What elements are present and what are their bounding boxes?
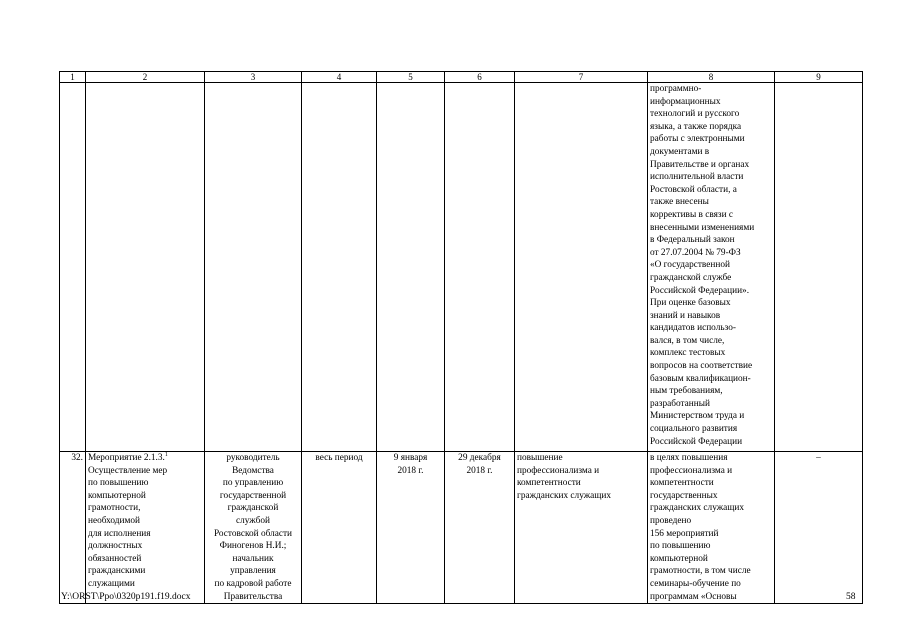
text-line: по управлению <box>222 478 284 489</box>
text-line: знаний и навыков <box>650 310 721 321</box>
text-line: компьютерной <box>650 553 708 564</box>
column-number: 3 <box>205 72 302 83</box>
text-line: гражданских служащих <box>517 490 612 501</box>
document-table <box>59 71 863 604</box>
text-line: государственных <box>650 490 718 501</box>
text-line: от 27.07.2004 № 79-ФЗ <box>650 247 741 258</box>
text-line: грамотности, <box>88 503 141 514</box>
text-line: «О государственной <box>650 260 730 271</box>
text-line: ным требованиям, <box>650 386 723 397</box>
text-line: 9 января <box>393 453 428 463</box>
text-line: необходимой <box>88 515 141 526</box>
text-line: вался, в том числе, <box>650 335 725 346</box>
text-line: работы с электронными <box>650 134 745 145</box>
text-line: разработанный <box>650 398 710 409</box>
text-line: программно- <box>650 84 702 94</box>
text-line: по повышению <box>88 478 149 489</box>
text-line: Ростовской области <box>213 528 293 539</box>
text-line: языка, а также порядка <box>650 121 742 132</box>
text-line: Мероприятие 2.1.3.$^1$ <box>88 451 168 463</box>
text-line: профессионализма и <box>517 465 600 476</box>
cell-actual-result <box>648 83 775 452</box>
text-line: начальник <box>232 553 274 564</box>
cell-period <box>302 83 377 452</box>
column-number: 7 <box>515 72 648 83</box>
text-line: для исполнения <box>88 528 151 539</box>
column-number: 5 <box>377 72 445 83</box>
cell-end <box>445 83 515 452</box>
page-number: 58 <box>846 592 856 602</box>
cell-expected-result <box>515 83 648 452</box>
cell-responsible <box>205 83 302 452</box>
text-line: служащими <box>88 578 135 589</box>
text-line: проведено <box>650 515 692 526</box>
text-line: комплекс тестовых <box>650 348 726 359</box>
cell-period: весь период <box>302 452 377 604</box>
text-line: компетентности <box>517 478 581 489</box>
text-line: гражданских служащих <box>650 503 745 514</box>
cell-start <box>377 83 445 452</box>
column-number: 9 <box>775 72 863 83</box>
cell-expected-result <box>515 452 648 604</box>
text-line: 2018 г. <box>466 465 493 476</box>
table-row-32 <box>60 452 863 604</box>
cell-event <box>86 452 205 604</box>
text-line: обязанностей <box>88 553 142 564</box>
cell-note <box>775 83 863 452</box>
text-line: повышение <box>517 453 563 463</box>
text-line: семинары-обучение по <box>650 578 741 589</box>
text-line: Ростовской области, а <box>650 184 737 195</box>
text-line: коррективы в связи с <box>650 209 733 220</box>
footnote-mark: 1 <box>164 451 168 458</box>
text-line: государственной <box>219 490 287 501</box>
text-line: по повышению <box>650 541 711 552</box>
cell-note: – <box>775 452 863 604</box>
text-line: 2018 г. <box>397 465 424 476</box>
footer-file-path: Y:\ORST\Ppo\0320p191.f19.docx <box>61 592 191 602</box>
text-line: компьютерной <box>88 490 146 501</box>
text-line: управления <box>230 566 276 577</box>
text-line: базовым квалификацион- <box>650 373 751 384</box>
column-number: 1 <box>60 72 86 83</box>
cell-event <box>86 83 205 452</box>
text-line: кандидатов использо- <box>650 323 736 334</box>
text-line: Осуществление мер <box>88 465 168 476</box>
table-row-continuation <box>60 83 863 452</box>
text-line: социального развития <box>650 424 738 435</box>
text-line: должностных <box>88 541 143 552</box>
text-line: гражданскими <box>88 566 146 577</box>
cell-responsible <box>205 452 302 604</box>
column-number: 2 <box>86 72 205 83</box>
column-number: 6 <box>445 72 515 83</box>
text-line: Правительстве и органах <box>650 159 750 170</box>
text-line: службой <box>236 515 270 526</box>
cell-num <box>60 83 86 452</box>
text-line: по кадровой работе <box>214 578 292 589</box>
text-line: вопросов на соответствие <box>650 361 753 372</box>
text-line: в Федеральный закон <box>650 235 735 246</box>
text-line: При оценке базовых <box>650 298 731 309</box>
text-line: Ведомства <box>232 465 274 476</box>
column-number: 4 <box>302 72 377 83</box>
text-line: компетентности <box>650 478 714 489</box>
text-line: Российской Федерации <box>650 436 743 447</box>
text-line: Финогенов Н.И.; <box>219 541 287 552</box>
text-line: 156 мероприятий <box>650 528 719 539</box>
cell-start <box>377 452 445 604</box>
text-line: программам «Основы <box>650 591 737 602</box>
text-line: гражданской <box>227 503 279 514</box>
text-line: документами в <box>650 146 710 157</box>
text-line: грамотности, в том числе <box>650 566 751 577</box>
text-line: внесенными изменениями <box>650 222 755 233</box>
text-line: Российской Федерации». <box>650 285 750 296</box>
text-line: Правительства <box>223 591 283 602</box>
column-number: 8 <box>648 72 775 83</box>
text-line: технологий и русского <box>650 109 740 120</box>
cell-num: 32. <box>60 452 86 604</box>
text-line: 29 декабря <box>458 453 501 463</box>
text-line: исполнительной власти <box>650 172 744 183</box>
text-line: в целях повышения <box>650 453 728 463</box>
text-line: также внесены <box>650 197 709 208</box>
text-line: руководитель <box>226 453 280 463</box>
text-line: Министерством труда и <box>650 411 745 422</box>
column-number-row <box>60 72 863 83</box>
text-line: информационных <box>650 96 721 107</box>
cell-actual-result <box>648 452 775 604</box>
text-line: профессионализма и <box>650 465 733 476</box>
cell-end <box>445 452 515 604</box>
text-line: гражданской службе <box>650 272 732 283</box>
